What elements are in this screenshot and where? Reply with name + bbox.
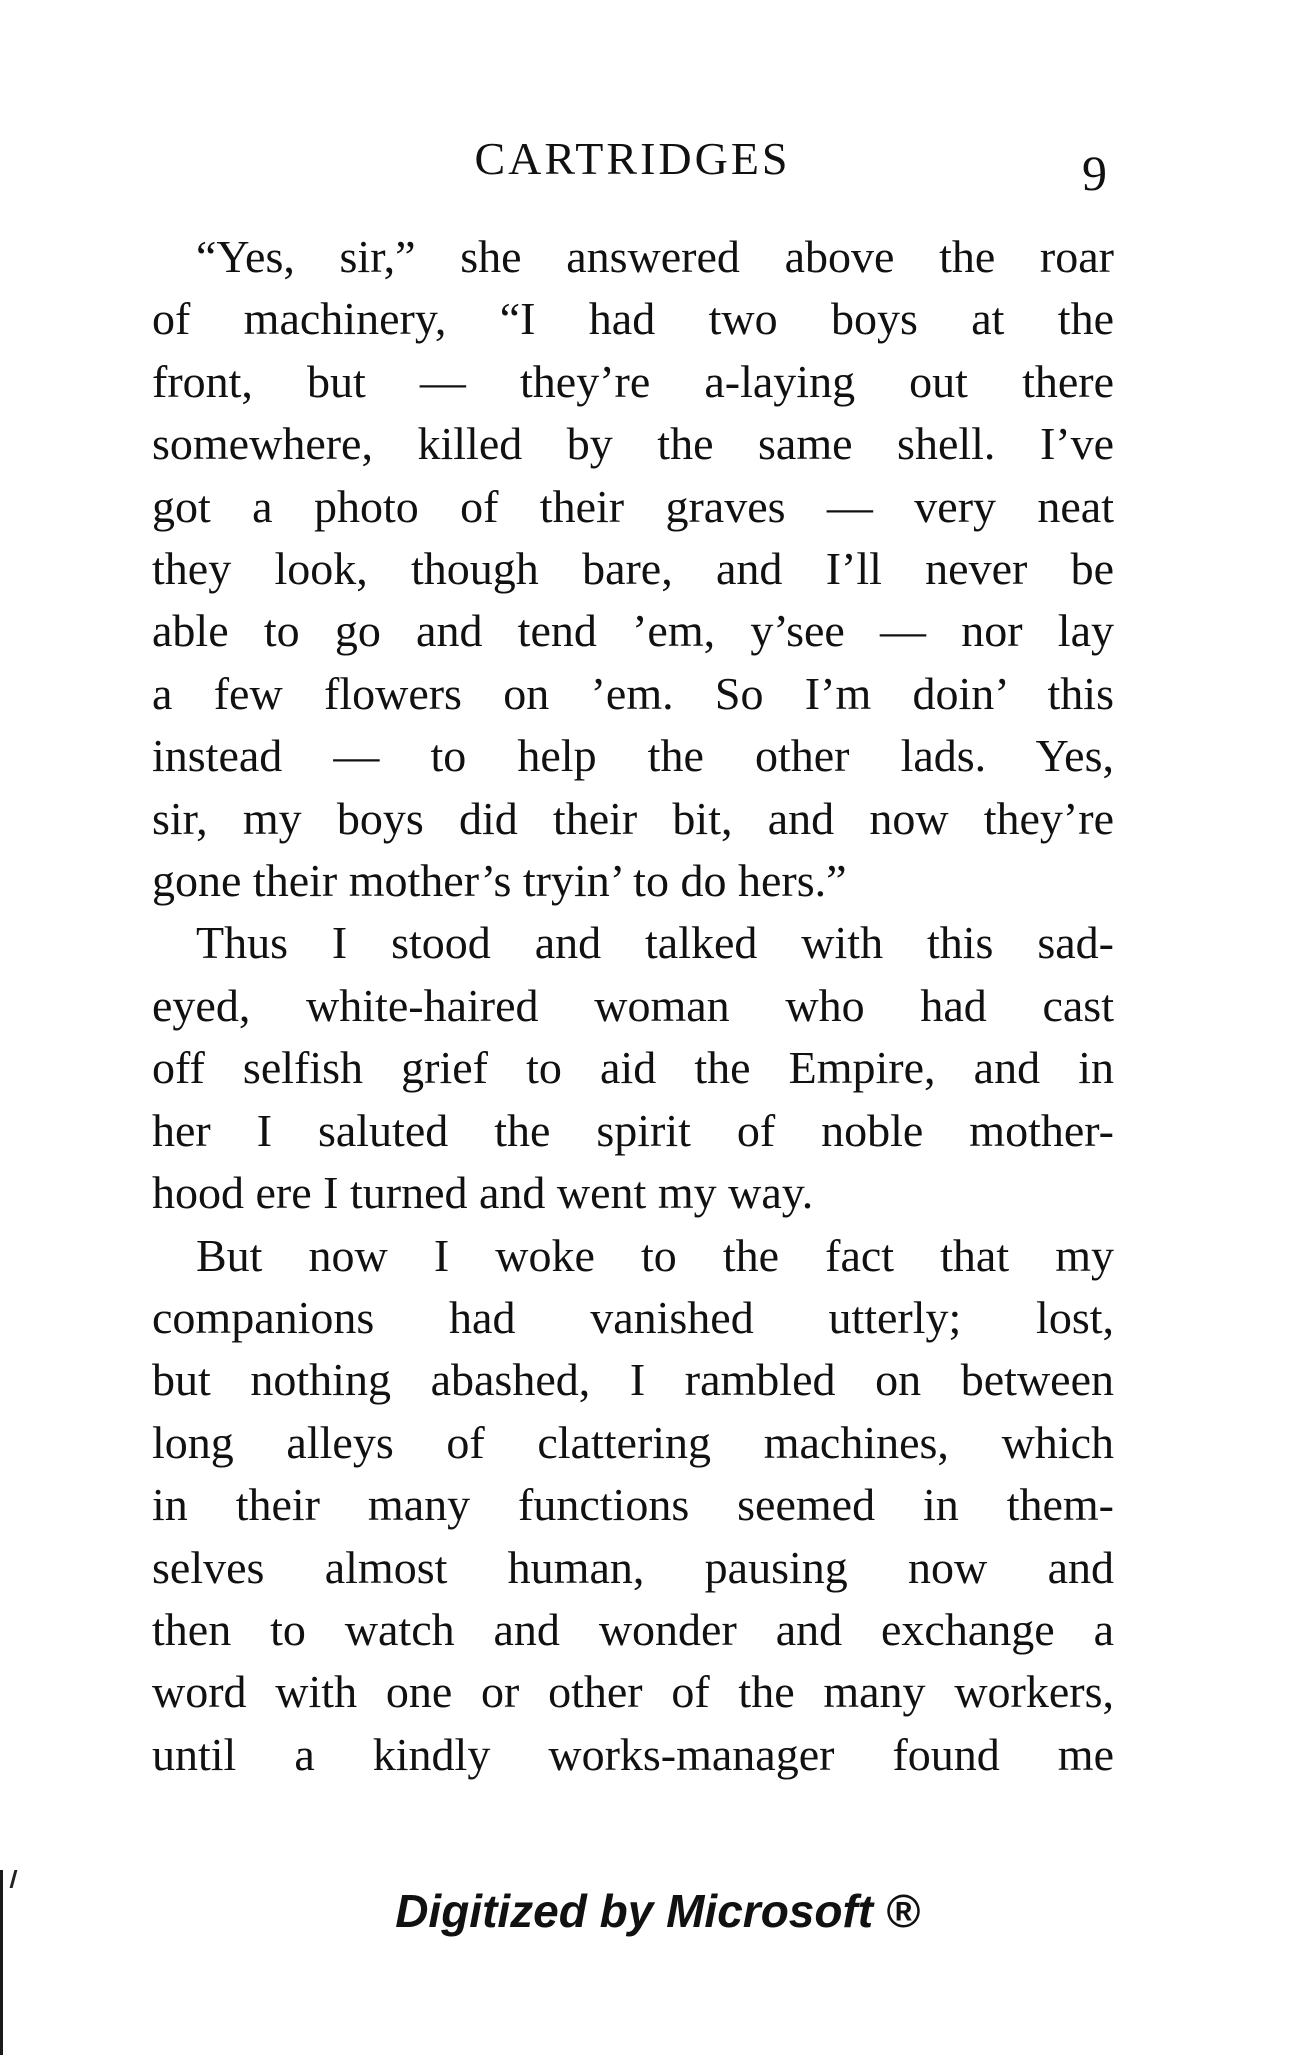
text-line: somewhere, killed by the same shell. I’ve [152,418,1114,470]
text-line: hood ere I turned and went my way. [152,1167,814,1219]
text-line: eyed, white-haired woman who had cast [152,979,1114,1031]
text-line: Thus I stood and talked with this sad- [196,917,1114,969]
text-line: a few flowers on ’em. So I’m doin’ this [152,667,1114,719]
text-line: off selfish grief to aid the Empire, and in [152,1042,1114,1094]
text-line: selves almost human, pausing now and [152,1541,1114,1593]
text-line: gone their mother’s tryin’ to do hers.” [152,855,847,907]
digitization-watermark: Digitized by Microsoft ® [395,1885,920,1937]
text-line: companions had vanished utterly; lost, [152,1291,1114,1343]
text-line: then to watch and wonder and exchange a [152,1603,1114,1655]
body-text [152,226,1114,1786]
page-header [150,132,1115,201]
text-line: “Yes, sir,” she answered above the roar [196,231,1114,282]
text-line: long alleys of clattering machines, which [152,1416,1114,1468]
text-line: But now I woke to the fact that my [196,1229,1114,1281]
text-line: word with one or other of the many workers, [152,1666,1114,1718]
text-line: they look, though bare, and I’ll never be [152,543,1114,595]
text-line: front, but — they’re a-laying out there [152,355,1114,407]
text-line: sir, my boys did their bit, and now they’re [152,792,1114,844]
text-line: got a photo of their graves — very neat [152,480,1114,532]
text-line: instead — to help the other lads. Yes, [152,730,1114,782]
text-line: in their many functions seemed in them- [152,1479,1114,1531]
paragraph-3 [152,1225,1114,1787]
running-head: CARTRIDGES [474,133,791,184]
text-line: able to go and tend ’em, y’see — nor lay [152,605,1114,657]
text-line: her I saluted the spirit of noble mother- [152,1104,1114,1156]
paragraph-2 [152,912,1114,1224]
text-line: but nothing abashed, I rambled on between [152,1354,1114,1406]
text-line: until a kindly works-manager found me [152,1728,1114,1780]
paragraph-1 [152,226,1114,912]
page-number: 9 [1082,145,1107,201]
text-line: of machinery, “I had two boys at the [152,293,1114,345]
